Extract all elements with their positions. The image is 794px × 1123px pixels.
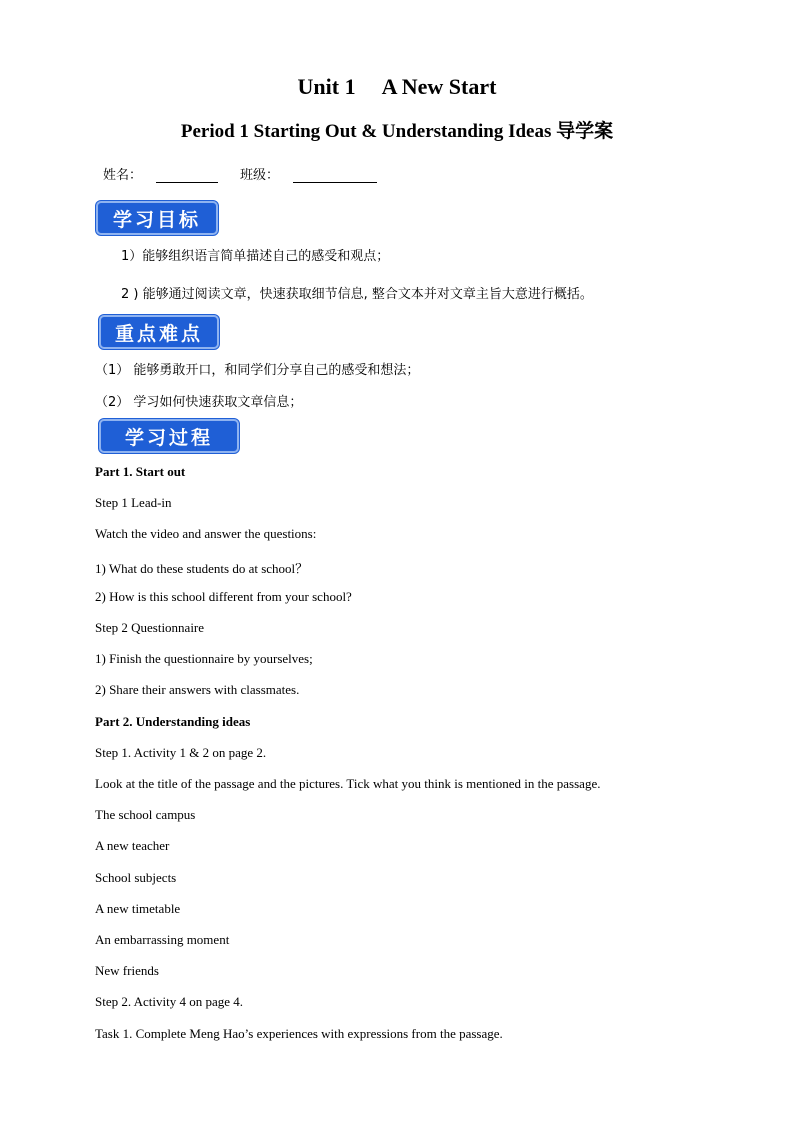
question-2: 2) How is this school different from your school?	[95, 589, 352, 604]
option-embarrassing-moment: An embarrassing moment	[95, 932, 230, 947]
option-school-subjects: School subjects	[95, 870, 177, 885]
key-point-2: （2） 学习如何快速获取文章信息；	[95, 395, 303, 410]
option-school-campus: The school campus	[95, 807, 196, 822]
questionnaire-step-1: 1) Finish the questionnaire by yourselves;	[95, 651, 313, 666]
name-label: 姓名：	[103, 168, 143, 183]
period-title: Period 1 Starting Out & Understanding Ideas 导学案	[180, 121, 614, 142]
watch-instruction: Watch the video and answer the questions:	[95, 526, 317, 541]
objective-1: 1）能够组织语言简单描述自己的感受和观点；	[121, 249, 390, 264]
key-points-banner: 重点难点	[99, 315, 219, 349]
key-point-1: （1） 能够勇敢开口，和同学们分享自己的感受和想法；	[95, 363, 420, 378]
questionnaire-step-2: 2) Share their answers with classmates.	[95, 682, 300, 697]
class-blank	[293, 166, 377, 183]
step2-activity: Step 2. Activity 4 on page 4.	[95, 994, 244, 1009]
unit-title	[0, 74, 794, 100]
objective-2: 2 ) 能够通过阅读文章，快速获取细节信息, 整合文本并对文章主旨大意进行概括。	[121, 287, 593, 302]
class-label: 班级：	[240, 168, 280, 183]
option-new-teacher: A new teacher	[95, 838, 170, 853]
unit-name: A New Start	[381, 74, 497, 99]
part2-heading: Part 2. Understanding ideas	[95, 714, 251, 729]
look-instruction: Look at the title of the passage and the pictures. Tick what you think is mentioned in the passage.	[95, 776, 601, 791]
objectives-banner: 学习目标	[96, 201, 218, 235]
student-info	[103, 164, 377, 183]
unit-number: Unit 1	[297, 74, 356, 99]
task-1: Task 1. Complete Meng Hao’s experiences with expressions from the passage.	[95, 1026, 503, 1041]
step1-activity: Step 1. Activity 1 & 2 on page 2.	[95, 745, 267, 760]
step2-questionnaire: Step 2 Questionnaire	[95, 620, 205, 635]
option-new-timetable: A new timetable	[95, 901, 181, 916]
step1-lead-in: Step 1 Lead-in	[95, 495, 172, 510]
question-1: 1) What do these students do at school？	[95, 561, 309, 576]
name-blank	[156, 166, 218, 183]
part1-heading: Part 1. Start out	[95, 464, 186, 479]
process-banner: 学习过程	[99, 419, 239, 453]
option-new-friends: New friends	[95, 963, 159, 978]
